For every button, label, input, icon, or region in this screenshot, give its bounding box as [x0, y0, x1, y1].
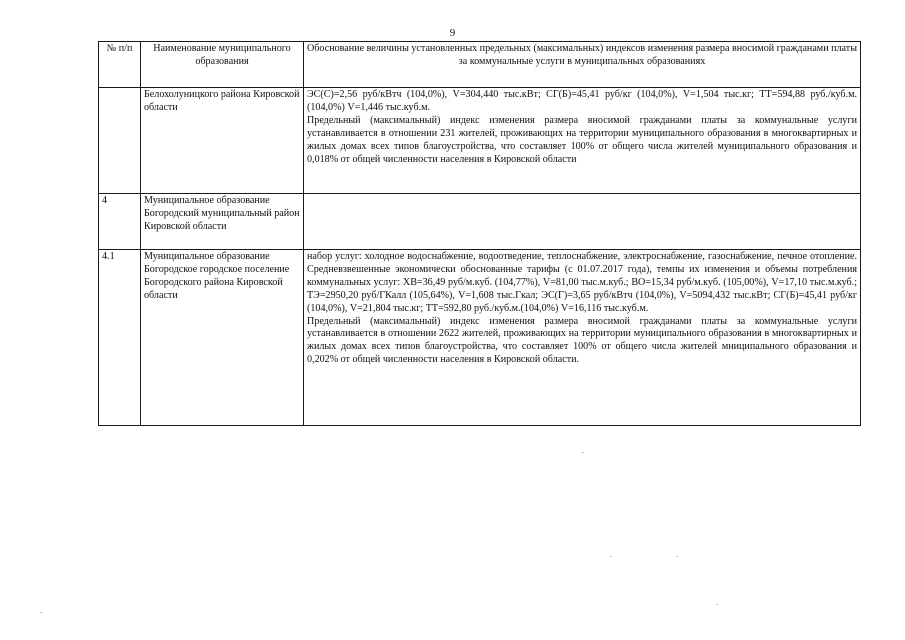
scan-speck — [716, 604, 718, 605]
page-number: 9 — [449, 27, 456, 39]
table-row — [99, 194, 861, 250]
municipality-name-cell: Муниципальное образование Богородский муниципальный район Кировской области — [141, 194, 304, 250]
justification-cell — [304, 250, 861, 426]
tariff-index-table — [98, 41, 861, 426]
scan-speck — [40, 612, 42, 613]
tariff-paragraph: ЭС(С)=2,56 руб/кВтч (104,0%), V=304,440 тыс.кВт; СГ(Б)=45,41 руб/кг (104,0%), V=1,504 тыс.кг; ТТ=594,88 руб./куб.м.(104,0%) V=1,446 тыс.куб.м. — [307, 89, 857, 113]
municipality-name-cell: Белохолуницкого района Кировской области — [141, 88, 304, 194]
tariff-paragraph: набор услуг: холодное водоснабжение, водоотведение, теплоснабжение, электроснабжение, газоснабжение, печное отопление. Средневзвешенные экономически обоснованные тарифы (с 01.07.2017 года), темпы их изменения и объемы потребления коммунальных услуг: ХВ=36,49 руб/м.куб. (104,77%), V=81,00 тыс.м.куб.; ВО=15,34 руб/м.куб. (105,00%), V=17,10 тыс.м.куб.; ТЭ=2950,20 руб/ГКалл (105,64%), V=1,608 тыс.Гкал; ЭС(Г)=3,65 руб/кВтч (104,0%), V=5094,432 тыс.кВт; СГ(Б)=45,41 руб/кг (104,0%), V=21,804 тыс.кг; ТТ=592,80 руб./куб.м.(104,0%) V=16,116 тыс.куб.м. — [307, 251, 857, 314]
row-number-cell: 4.1 — [99, 250, 141, 426]
justification-cell — [304, 194, 861, 250]
table-row — [99, 250, 861, 426]
justification-cell — [304, 88, 861, 194]
municipality-name-cell: Муниципальное образование Богородское городское поселение Богородского района Кировской области — [141, 250, 304, 426]
row-number-cell — [99, 88, 141, 194]
column-header-number: № п/п — [99, 42, 141, 88]
table-row — [99, 88, 861, 194]
row-number-cell: 4 — [99, 194, 141, 250]
index-paragraph: Предельный (максимальный) индекс изменения размера вносимой гражданами платы за коммунальные услуги устанавливается в отношении 2622 жителей, проживающих на территории муниципального образования в многоквартирных и жилых домах всех типов благоустройства, что составляет 100% от общего числа жителей мниципального образования и 0,202% от общей численности населения в Кировской области. — [307, 315, 857, 366]
scan-speck — [676, 556, 678, 557]
column-header-justification: Обоснование величины установленных предельных (максимальных) индексов изменения размера вносимой гражданами платы за коммунальные услуги в муниципальных образованиях — [304, 42, 861, 88]
scan-speck — [582, 452, 584, 453]
scan-speck — [610, 556, 612, 557]
column-header-municipality: Наименование муниципального образования — [141, 42, 304, 88]
table-header-row — [99, 42, 861, 88]
index-paragraph: Предельный (максимальный) индекс изменения размера вносимой гражданами платы за коммунальные услуги устанавливается в отношении 231 жителей, проживающих на территории муниципального образования в многоквартирных и жилых домах всех типов благоустройства, что составляет 100% от общего числа жителей муниципального образования и 0,018% от общей численности населения в Кировской области — [307, 114, 857, 165]
